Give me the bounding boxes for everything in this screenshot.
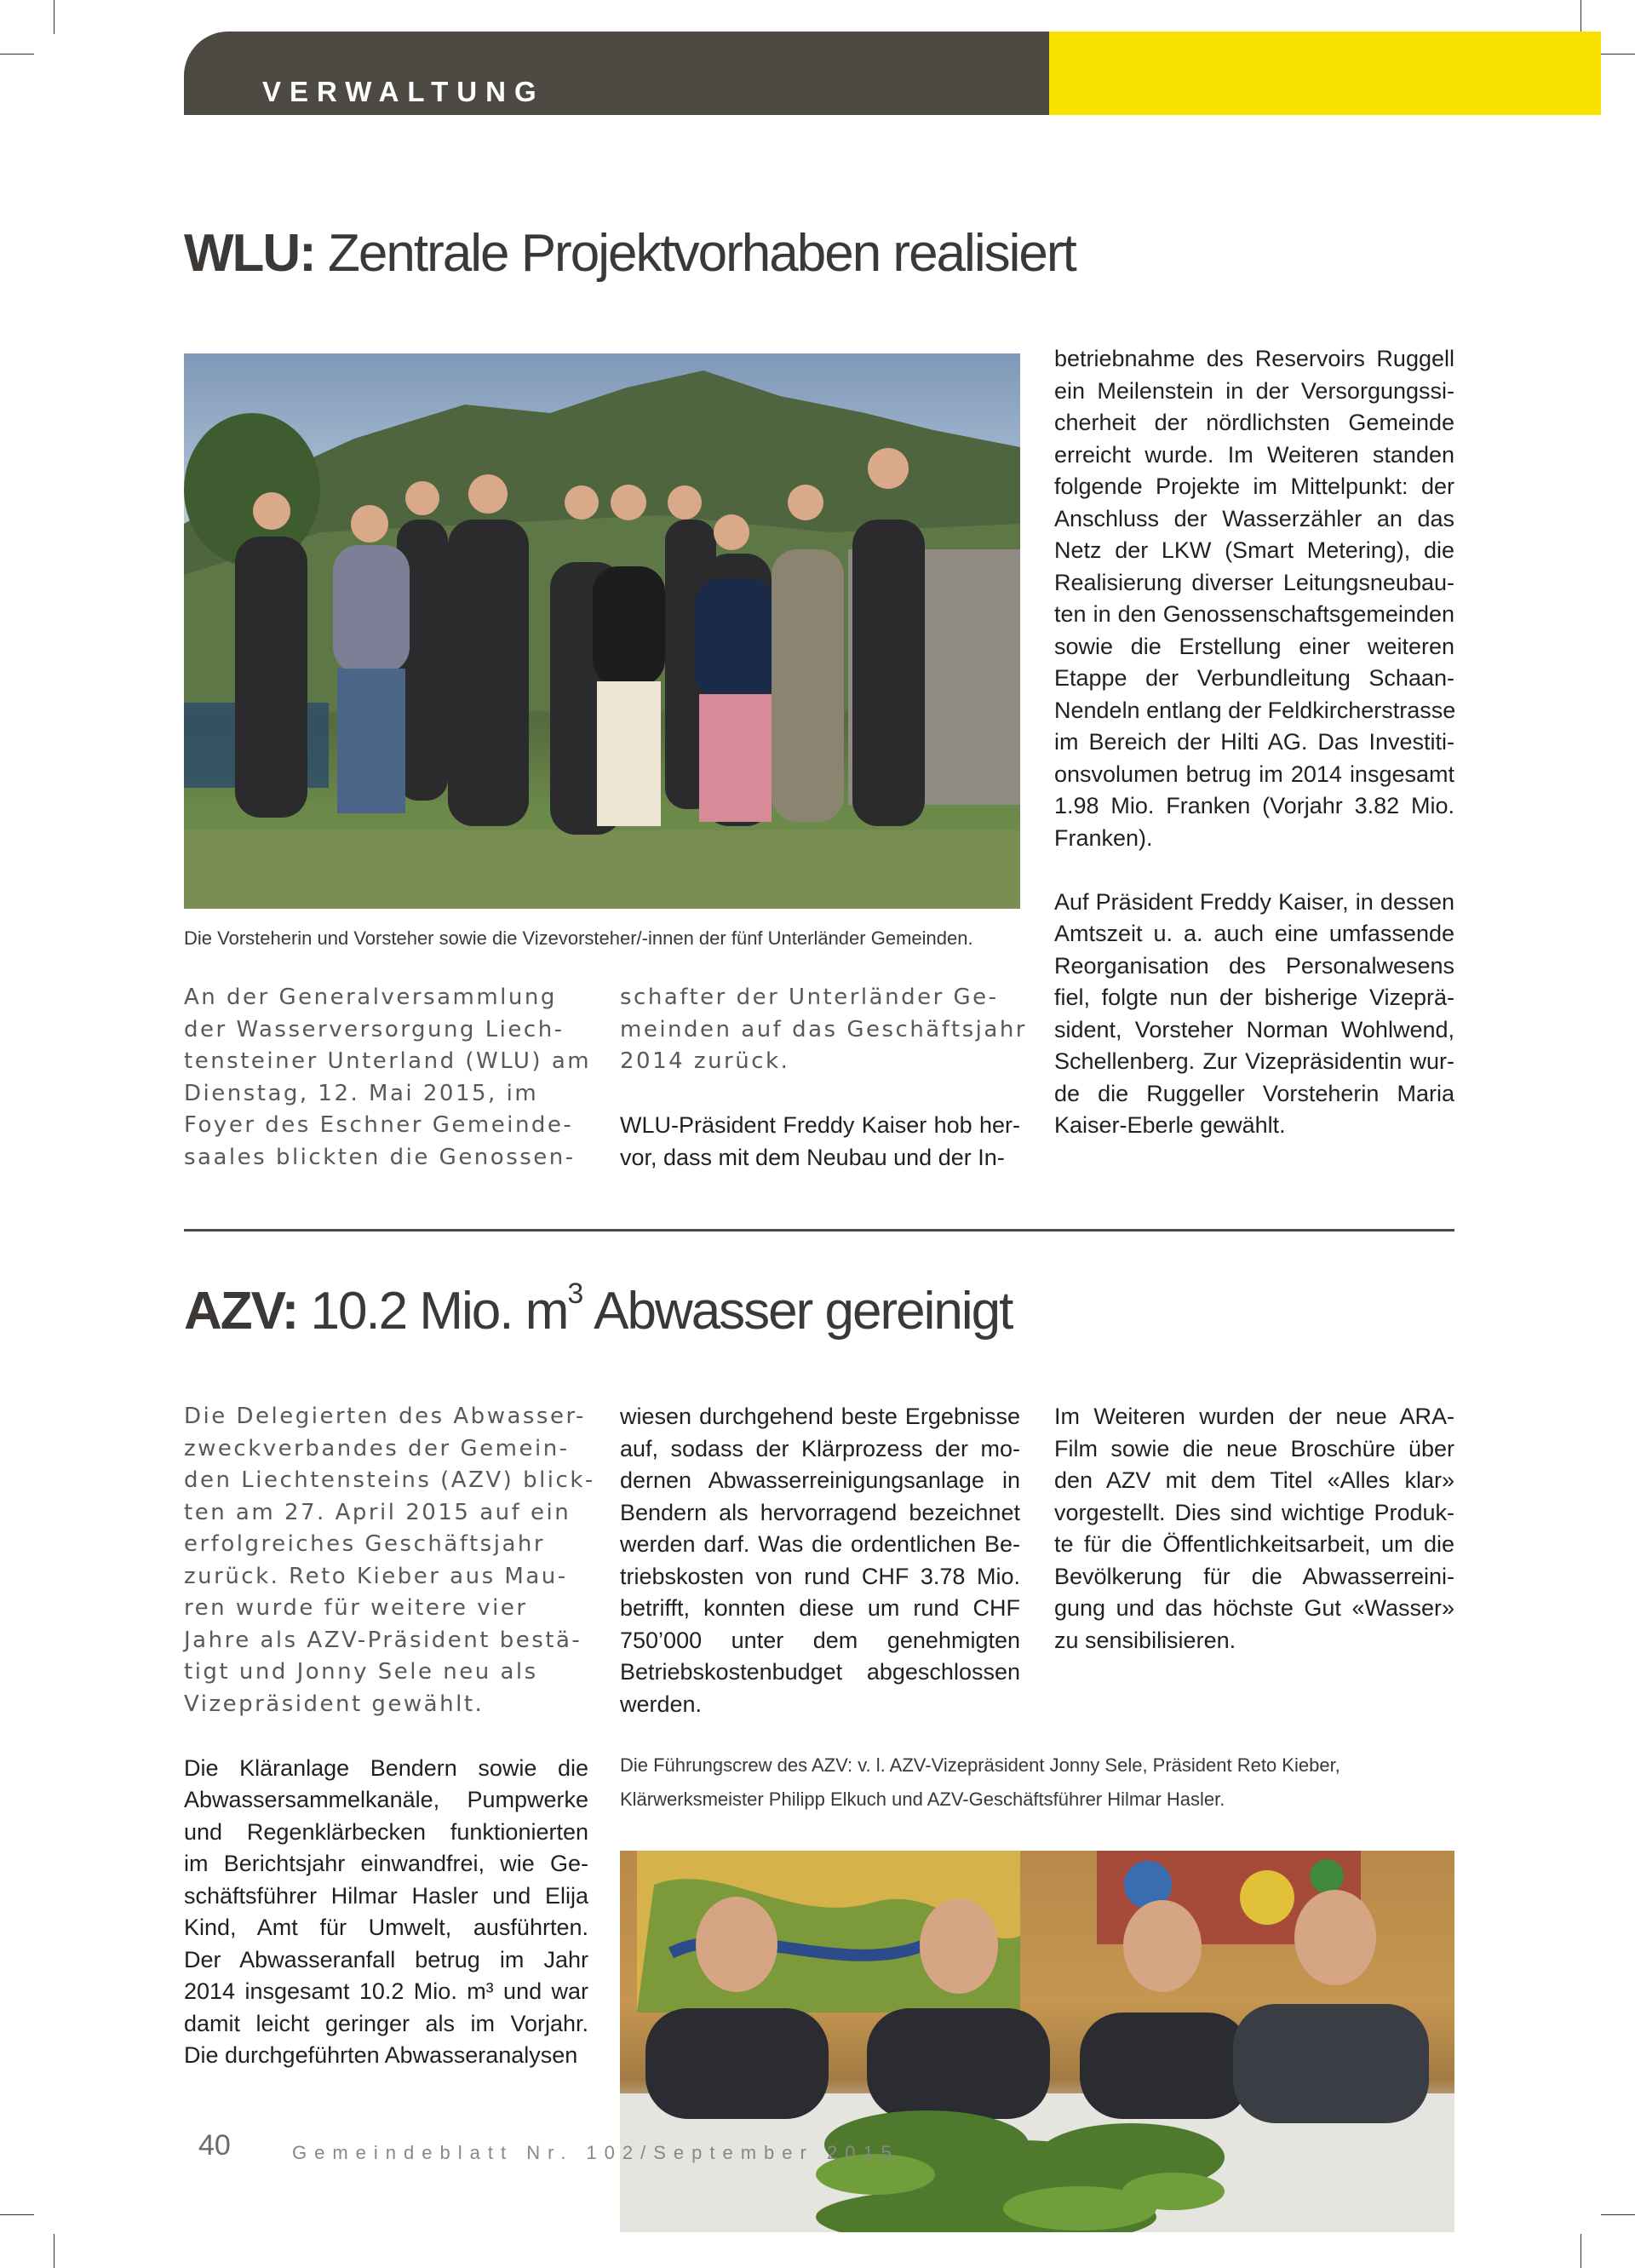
text-line: 2014 insgesamt 10.2 Mio. m³ und war [184,1978,588,2004]
text-line: ten am 27. April 2015 auf ein [184,1499,571,1525]
text-line: schäftsführer Hilmar Hasler und Elija [184,1882,588,1909]
text-line: triebskosten von rund CHF 3.78 Mio. [620,1563,1020,1589]
wlu-column-2 [620,982,1028,1174]
text-line: damit leicht geringer als im Vorjahr. [184,2010,588,2036]
text-line: erreicht wurde. Im Weiteren standen [1054,441,1454,468]
wlu-column-1 [184,982,592,1174]
text-line: fiel, folgte nun der bisherige Vizeprä- [1054,985,1454,1010]
text-line: 2014 zurück. [620,1048,790,1074]
text-line: ren wurde für weitere vier [184,1595,528,1621]
wlu-column-3 [1054,343,1454,1142]
section-header-bar [184,32,1049,115]
azv-headline-rest: 10.2 Mio. m [297,1282,568,1341]
text-line: Etappe der Verbundleitung Schaan- [1054,665,1454,691]
wlu-headline-bold: WLU: [184,224,315,283]
wlu-lead-paragraph [184,982,592,1174]
text-line: Franken). [1054,824,1153,851]
text-line: 750’000 unter dem genehmigten [620,1627,1020,1653]
crop-mark [1580,2234,1581,2268]
text-line: Jahre als AZV-Präsident bestä- [184,1627,582,1653]
text-line: folgende Projekte im Mittelpunkt: der [1054,474,1454,499]
wlu-photo-caption: Die Vorsteherin und Vorsteher sowie die Vizevorsteher/-innen der fünf Unterländer Gemeinden. [184,927,973,949]
text-line: Die Führungscrew des AZV: v. l. AZV-Vizepräsident Jonny Sele, Präsident Reto Kieber, [620,1754,1340,1776]
text-line: und Regenklärbecken funktionierten [184,1818,588,1845]
azv-photo-illustration [620,1851,1454,2232]
text-line: 1.98 Mio. Franken (Vorjahr 3.82 Mio. [1054,793,1454,818]
text-line: Schellenberg. Zur Vizepräsidentin wur- [1054,1048,1454,1074]
crop-mark [0,54,34,55]
text-line: wiesen durchgehend beste Ergebnisse [620,1404,1020,1429]
text-line: meinden auf das Geschäftsjahr [620,1016,1028,1042]
text-line: saales blickten die Genossen- [184,1144,576,1170]
text-line: dernen Abwasserreinigungsanlage in [620,1467,1020,1493]
crop-mark [1601,2214,1635,2215]
azv-column-2 [620,1401,1020,1720]
text-line: tensteiner Unterland (WLU) am [184,1048,592,1074]
text-line: zu sensibilisieren. [1054,1627,1236,1653]
wlu-body-paragraph-2 [1054,343,1454,854]
wlu-headline-rest: Zentrale Projektvorhaben realisiert [314,224,1076,283]
text-line: sowie die Erstellung einer weiteren [1054,633,1454,659]
text-line: sident, Vorsteher Norman Wohlwend, [1054,1016,1454,1042]
text-line: im Bereich der Hilti AG. Das Investiti- [1054,729,1454,755]
text-line: Die durchgeführten Abwasseranalysen [184,2042,578,2068]
text-line: Auf Präsident Freddy Kaiser, in dessen [1054,888,1454,915]
wlu-photo-illustration [184,353,1020,909]
text-line: ten in den Genossenschaftsgemeinden [1054,601,1454,627]
text-line: Realisierung diverser Leitungsneubau- [1054,569,1454,595]
wlu-body-paragraph-3 [1054,887,1454,1142]
azv-body-paragraph [184,1753,588,2072]
text-line: betriebnahme des Reservoirs Ruggell [1054,346,1454,371]
text-line: Abwassersammelkanäle, Pumpwerke [184,1787,588,1812]
text-line: Dienstag, 12. Mai 2015, im [184,1080,539,1106]
text-line: onsvolumen betrug im 2014 insgesamt [1054,761,1454,787]
section-divider [184,1229,1454,1232]
text-line: WLU-Präsident Freddy Kaiser hob her- [620,1112,1020,1138]
text-line: Anschluss der Wasserzähler an das [1054,505,1454,531]
text-line: Kind, Amt für Umwelt, ausführten. [184,1915,588,1940]
text-line: cherheit der nördlichsten Gemeinde [1054,410,1454,435]
azv-headline-superscript: 3 [567,1278,584,1310]
text-line: werden darf. Was die ordentlichen Be- [620,1531,1020,1557]
text-line: An der Generalversammlung [184,985,557,1010]
text-line: Betriebskostenbudget abgeschlossen [620,1659,1020,1685]
wlu-group-photo [184,353,1020,909]
azv-body-paragraph-2 [620,1401,1020,1720]
azv-body-paragraph-3 [1054,1401,1454,1657]
azv-column-1 [184,1401,595,2072]
text-line: Die Delegierten des Abwasser- [184,1404,586,1429]
azv-headline [184,1278,1012,1341]
text-line: gung und das höchste Gut «Wasser» [1054,1595,1454,1621]
text-line: erfolgreiches Geschäftsjahr [184,1531,546,1557]
text-line: Film sowie die neue Broschüre über [1054,1435,1454,1461]
azv-headline-end: Abwasser gereinigt [583,1282,1013,1341]
text-line: Vizepräsident gewählt. [184,1691,485,1717]
page-number: 40 [198,2129,231,2162]
text-line: der Wasserversorgung Liech- [184,1016,565,1042]
text-line: Kaiser-Eberle gewählt. [1054,1112,1286,1138]
text-line: Bendern als hervorragend bezeichnet [620,1499,1020,1525]
azv-lead-paragraph [184,1401,595,1720]
text-line: Foyer des Eschner Gemeinde- [184,1112,574,1138]
text-line: zweckverbandes der Gemein- [184,1435,570,1461]
wlu-lead-continuation [620,982,1028,1078]
section-accent-bar [1049,32,1601,115]
crop-mark [1601,54,1635,55]
crop-mark [0,2214,34,2215]
text-line: im Berichtsjahr einwandfrei, wie Ge- [184,1851,588,1876]
text-line: ein Meilenstein in der Versorgungssi- [1054,377,1454,404]
text-line: Netz der LKW (Smart Metering), die [1054,537,1454,563]
text-line: tigt und Jonny Sele neu als [184,1659,538,1685]
text-line: Im Weiteren wurden der neue ARA- [1054,1404,1454,1429]
publication-footer: Gemeindeblatt Nr. 102/September 2015 [292,2142,899,2163]
text-line: Amtszeit u. a. auch eine umfassende [1054,921,1454,946]
wlu-body-paragraph [620,1110,1020,1174]
text-line: schafter der Unterländer Ge- [620,985,999,1010]
section-label: VERWALTUNG [262,76,545,107]
text-line: den Liechtensteins (AZV) blick- [184,1467,595,1493]
text-line: Nendeln entlang der Feldkircherstrasse [1054,697,1456,723]
crop-mark [1580,0,1581,34]
text-line: werden. [620,1691,703,1717]
wlu-headline [184,223,1076,284]
text-line: Der Abwasseranfall betrug im Jahr [184,1946,588,1972]
text-line: de die Ruggeller Vorsteherin Maria [1054,1080,1454,1106]
text-line: Klärwerksmeister Philipp Elkuch und AZV-Geschäftsführer Hilmar Hasler. [620,1789,1225,1810]
text-line: vor, dass mit dem Neubau und der In- [620,1144,1005,1170]
text-line: Reorganisation des Personalwesens [1054,952,1454,979]
text-line: auf, sodass der Klärprozess der mo- [620,1435,1020,1461]
text-line: den AZV mit dem Titel «Alles klar» [1054,1467,1454,1493]
text-line: zurück. Reto Kieber aus Mau- [184,1563,568,1589]
text-line: Die Kläranlage Bendern sowie die [184,1754,588,1781]
azv-headline-bold: AZV: [184,1282,298,1341]
text-line: Bevölkerung für die Abwasserreini- [1054,1563,1454,1589]
text-line: te für die Öffentlichkeitsarbeit, um die [1054,1531,1454,1557]
azv-column-3 [1054,1401,1454,1657]
text-line: betrifft, konnten diese um rund CHF [620,1595,1020,1621]
text-line: vorgestellt. Dies sind wichtige Produk- [1054,1499,1454,1525]
azv-photo-caption [620,1748,1454,1817]
azv-team-photo [620,1851,1454,2232]
